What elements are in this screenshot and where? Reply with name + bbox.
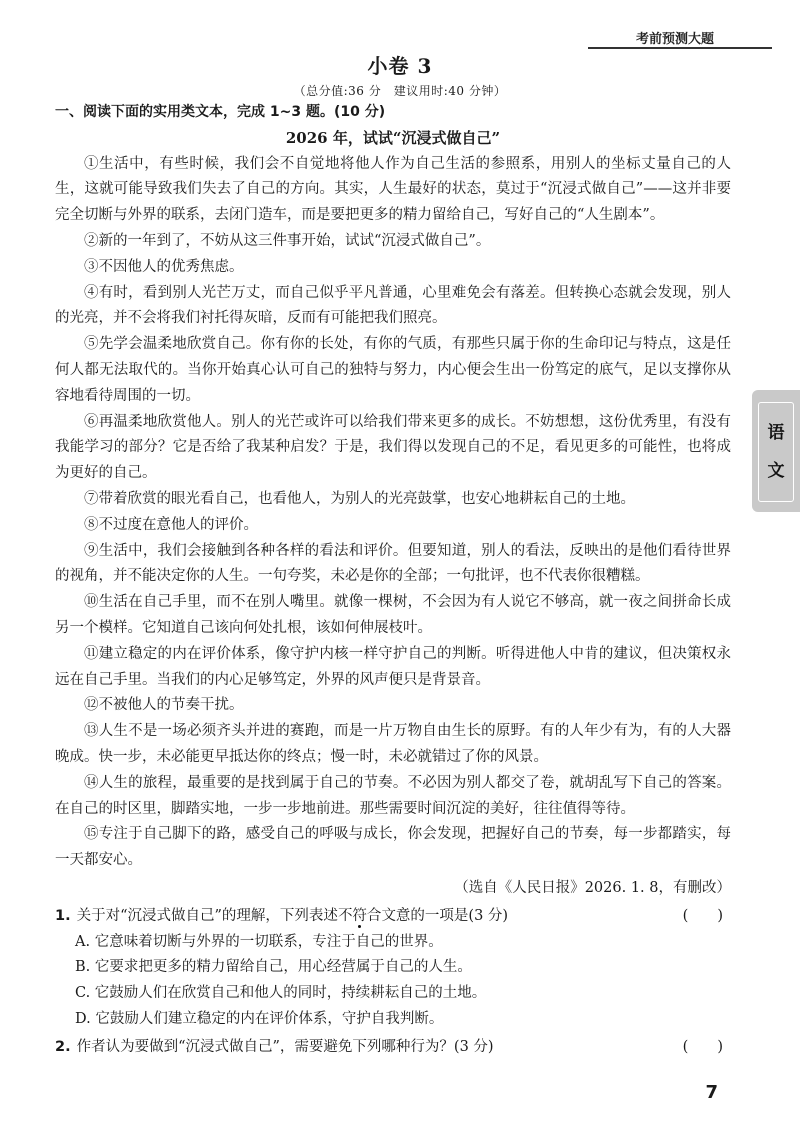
page-number: 7 [705, 1082, 718, 1103]
option-a: A. 它意味着切断与外界的一切联系，专注于自己的世界。 [75, 933, 443, 950]
paragraph: ③不因他人的优秀焦虑。 [84, 258, 244, 275]
emphasis-text: 不符合 [337, 907, 382, 924]
subject-char: 文 [767, 461, 785, 481]
paragraph: ⑮专注于自己脚下的路，感受自己的呼吸与成长，你会发现，把握好自己的节奏，每一步都踏实，每一天都安心。 [55, 826, 731, 869]
question-number: 2. [55, 1038, 71, 1055]
paragraph: ⑭人生的旅程，最重要的是找到属于自己的节奏。不必因为别人都交了卷，就胡乱写下自己的答案。在自己的时区里，脚踏实地，一步一步地前进。那些需要时间沉淀的美好，往往值得等待。 [55, 774, 731, 817]
exam-meta: （总分值:36 分 建议用时:40 分钟） [293, 84, 507, 98]
section-heading: 一、阅读下面的实用类文本，完成 1~3 题。(10 分) [55, 104, 386, 120]
paragraph: ⑤先学会温柔地欣赏自己。你有你的长处，有你的气质，有那些只属于你的生命印记与特点，这是任何人都无法取代的。当你开始真心认可自己的独特与努力，内心便会生出一份笃定的底气，足以支撑你从容地看待周围的一切。 [55, 336, 731, 404]
option-d: D. 它鼓励人们建立稳定的内在评价体系，守护自我判断。 [75, 1010, 444, 1027]
subject-char: 语 [767, 423, 785, 443]
option-c: C. 它鼓励人们在欣赏自己和他人的同时，持续耕耘自己的土地。 [75, 985, 487, 1002]
paragraph: ⑧不过度在意他人的评价。 [84, 516, 258, 533]
answer-blank: ( ) [682, 907, 723, 924]
question-1 [55, 904, 731, 930]
paragraph: ⑫不被他人的节奏干扰。 [84, 697, 244, 714]
option-b: B. 它要求把更多的精力留给自己，用心经营属于自己的人生。 [75, 959, 472, 976]
question-text: 作者认为要做到“沉浸式做自己”，需要避免下列哪种行为？(3 分) [76, 1038, 494, 1055]
header-tag: 考前预测大题 [635, 32, 714, 47]
answer-blank: ( ) [682, 1038, 723, 1055]
header-divider [588, 47, 772, 49]
question-text: 关于对“沉浸式做自己”的理解，下列表述 [76, 907, 338, 924]
paragraph: ⑥再温柔地欣赏他人。别人的光芒或许可以给我们带来更多的成长。不妨想想，这份优秀里，有没有我能学习的部分？它是否给了我某种启发？于是，我们得以发现自己的不足，看见更多的可能性，也将成为更好的自己。 [55, 413, 731, 482]
question-2 [55, 1035, 731, 1061]
paragraph: ⑬人生不是一场必须齐头并进的赛跑，而是一片万物自由生长的原野。有的人年少有为，有的人大器晚成。快一步，未必能更早抵达你的终点；慢一时，未必就错过了你的风景。 [55, 723, 731, 765]
article-source: （选自《人民日报》2026. 1. 8，有删改） [454, 879, 731, 896]
paragraph: ⑪建立稳定的内在评价体系，像守护内核一样守护自己的判断。听得进他人中肯的建议，但决策权永远在自己手里。当我们的内心足够笃定，外界的风声便只是背景音。 [55, 645, 731, 688]
page-title: 小卷 3 [367, 54, 433, 78]
paragraph: ④有时，看到别人光芒万丈，而自己似乎平凡普通，心里难免会有落差。但转换心态就会发现，别人的光亮，并不会将我们衬托得灰暗，反而有可能把我们照亮。 [55, 284, 731, 327]
article-body [55, 152, 731, 874]
paragraph: ⑦带着欣赏的眼光看自己，也看他人，为别人的光亮鼓掌，也安心地耕耘自己的土地。 [84, 490, 635, 507]
subject-tab [752, 390, 800, 512]
paragraph: ①生活中，有些时候，我们会不自觉地将他人作为自己生活的参照系，用别人的坐标丈量自己的人生，这就可能导致我们失去了自己的方向。其实，人生最好的状态，莫过于“沉浸式做自己”——这并非要完全切断与外界的联系，去闭门造车，而是要把更多的精力留给自己，写好自己的“人生剧本”。 [55, 155, 731, 224]
question-text: 文意的一项是(3 分) [381, 907, 509, 924]
main-content [55, 100, 731, 1060]
paragraph: ⑩生活在自己手里，而不在别人嘴里。就像一棵树，不会因为有人说它不够高，就一夜之间拼命长成另一个模样。它知道自己该向何处扎根，该如何伸展枝叶。 [55, 594, 731, 636]
question-number: 1. [55, 907, 71, 924]
article-title: 2026 年，试试“沉浸式做自己” [285, 128, 501, 147]
paragraph: ②新的一年到了，不妨从这三件事开始，试试“沉浸式做自己”。 [84, 232, 491, 249]
subject-tab-label [758, 402, 794, 502]
paragraph: ⑨生活中，我们会接触到各种各样的看法和评价。但要知道，别人的看法，反映出的是他们看待世界的视角，并不能决定你的人生。一句夸奖，未必是你的全部；一句批评，也不代表你很糟糕。 [55, 542, 731, 585]
